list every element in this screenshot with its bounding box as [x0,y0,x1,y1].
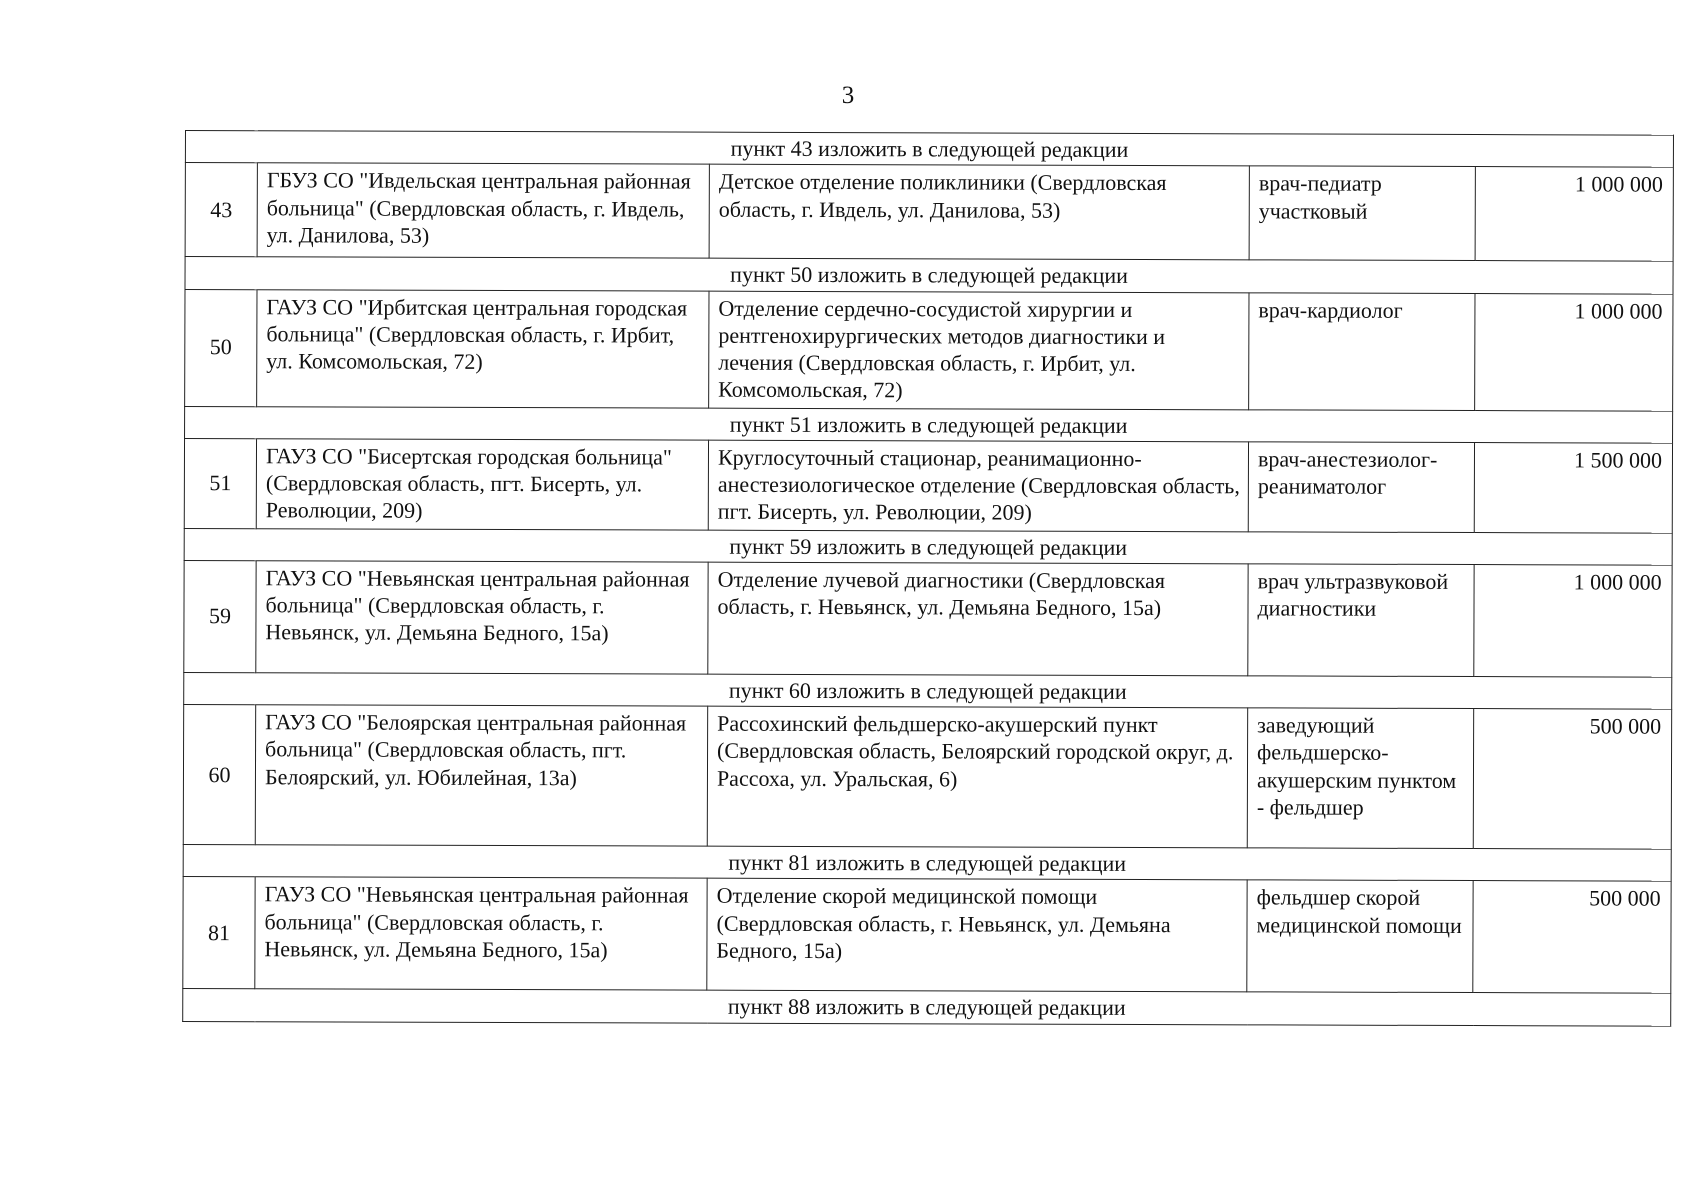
department-cell: Отделение скорой медицинской помощи (Свердловская область, г. Невьянск, ул. Демьяна Бедного, 15а) [707,879,1247,993]
section-header: пункт 81 изложить в следующей редакции [183,845,1671,882]
section-header-row [184,672,1672,709]
section-header: пункт 50 изложить в следующей редакции [185,257,1673,294]
amount-cell: 500 000 [1473,709,1671,850]
amount-cell: 1 000 000 [1475,167,1673,262]
section-header: пункт 59 изложить в следующей редакции [184,528,1672,565]
department-cell: Круглосуточный стационар, реанимационно-анестезиологическое отделение (Свердловская область, пгт. Бисерть, ул. Революции, 209) [708,440,1248,531]
organization-cell: ГАУЗ СО "Бисертская городская больница" (Свердловская область, пгт. Бисерть, ул. Революции, 209) [256,439,708,530]
section-header: пункт 43 изложить в следующей редакции [185,131,1673,168]
position-cell: врач-педиатр участковый [1249,166,1475,261]
position-cell: фельдшер скорой медицинской помощи [1247,880,1473,993]
item-number: 81 [183,877,255,989]
item-number: 59 [184,560,256,672]
page-number: 3 [841,82,855,109]
item-number: 50 [185,289,257,406]
position-cell: заведующий фельдшерско-акушерским пунктом - фельдшер [1247,708,1473,849]
table-row [185,289,1673,411]
item-number: 43 [185,163,257,257]
department-cell: Отделение лучевой диагностики (Свердловская область, г. Невьянск, ул. Демьяна Бедного, 15а) [708,562,1248,676]
section-header: пункт 60 изложить в следующей редакции [184,672,1672,709]
table-row [184,438,1672,532]
organization-cell: ГАУЗ СО "Невьянская центральная районная больница" (Свердловская область, г. Невьянск, ул. Демьяна Бедного, 15а) [255,877,707,990]
amount-cell: 1 000 000 [1474,564,1672,677]
department-cell: Рассохинский фельдшерско-акушерский пункт (Свердловская область, Белоярский городской округ, д. Рассоха, ул. Уральская, 6) [707,706,1247,848]
amendments-table [182,130,1674,1026]
organization-cell: ГАУЗ СО "Ирбитская центральная городская больница" (Свердловская область, г. Ирбит, ул. Комсомольская, 72) [257,289,709,407]
amount-cell: 1 500 000 [1474,442,1672,532]
organization-cell: ГАУЗ СО "Невьянская центральная районная больница" (Свердловская область, г. Невьянск, ул. Демьяна Бедного, 15а) [256,561,708,674]
item-number: 60 [183,705,255,845]
position-cell: врач-анестезиолог-реаниматолог [1248,442,1474,533]
amount-cell: 1 000 000 [1475,293,1673,411]
table-row [183,705,1671,850]
position-cell: врач-кардиолог [1249,292,1475,410]
section-header-row [185,406,1673,443]
section-header-row [183,845,1671,882]
item-number: 51 [184,438,256,528]
section-header-row [183,989,1671,1026]
department-cell: Детское отделение поликлиники (Свердловская область, г. Ивдель, ул. Данилова, 53) [709,164,1249,260]
section-header-row [184,528,1672,565]
table-row [184,560,1672,677]
position-cell: врач ультразвуковой диагностики [1248,564,1474,677]
department-cell: Отделение сердечно-сосудистой хирургии и рентгенохирургических методов диагностики и лечения (Свердловская область, г. Ирбит, ул. Комсомольская, 72) [709,291,1249,410]
organization-cell: ГБУЗ СО "Ивдельская центральная районная больница" (Свердловская область, г. Ивдель, ул. Данилова, 53) [257,163,709,258]
section-header: пункт 88 изложить в следующей редакции [183,989,1671,1026]
table-row [183,877,1671,994]
section-header-row [185,257,1673,294]
organization-cell: ГАУЗ СО "Белоярская центральная районная больница" (Свердловская область, пгт. Белоярский, ул. Юбилейная, 13а) [255,705,707,846]
section-header: пункт 51 изложить в следующей редакции [185,406,1673,443]
amount-cell: 500 000 [1473,881,1671,994]
section-header-row [185,131,1673,168]
table-row [185,163,1673,262]
